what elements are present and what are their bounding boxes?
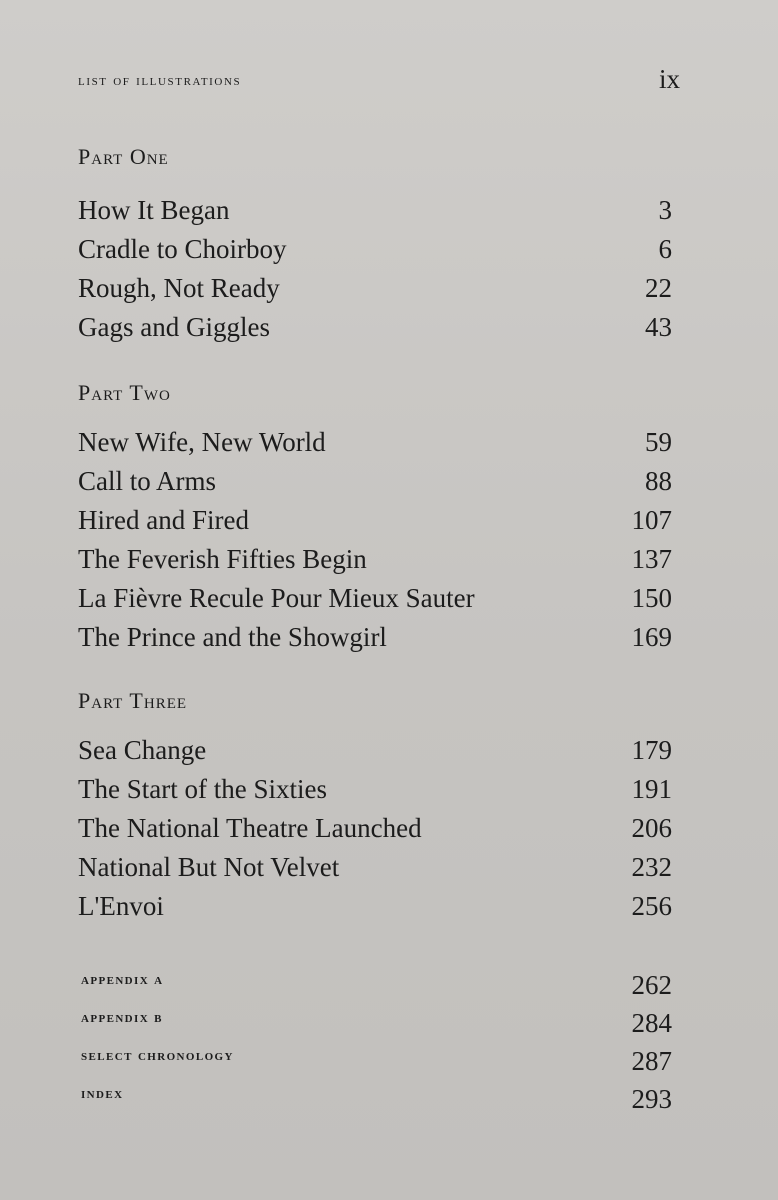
back-matter-page: 293 [631, 1084, 672, 1114]
chapter-page: 150 [631, 583, 672, 613]
toc-row [0, 813, 672, 847]
toc-row [0, 195, 672, 229]
chapter-title: The Feverish Fifties Begin [78, 544, 367, 574]
toc-row [0, 891, 672, 925]
chapter-title: The National Theatre Launched [78, 813, 422, 843]
toc-row [0, 466, 672, 500]
chapter-page: 137 [631, 544, 672, 574]
part-heading: Part Three [78, 688, 188, 713]
part-heading: Part Two [78, 380, 171, 405]
chapter-page: 59 [645, 427, 672, 457]
chapter-title: La Fièvre Recule Pour Mieux Sauter [78, 583, 475, 613]
header-page-number: ix [658, 64, 680, 94]
chapter-page: 206 [631, 813, 672, 843]
back-matter-page: 284 [631, 1008, 672, 1038]
back-matter-label: appendix b [81, 1010, 163, 1026]
chapter-title: How It Began [78, 195, 230, 225]
chapter-page: 107 [631, 505, 672, 535]
toc-row [0, 505, 672, 539]
chapter-page: 256 [631, 891, 672, 921]
part-heading: Part One [78, 144, 169, 169]
chapter-title: Rough, Not Ready [78, 273, 280, 303]
back-matter-row [0, 1008, 672, 1038]
header-title: list of illustrations [78, 72, 242, 89]
toc-row [0, 852, 672, 886]
toc-row [0, 312, 672, 346]
chapter-page: 43 [645, 312, 672, 342]
back-matter-row [0, 970, 672, 1000]
toc-row [0, 774, 672, 808]
chapter-page: 6 [658, 234, 672, 264]
toc-row [0, 735, 672, 769]
back-matter-row [0, 1046, 672, 1076]
chapter-page: 88 [645, 466, 672, 496]
back-matter-label: index [81, 1086, 124, 1102]
toc-row [0, 583, 672, 617]
back-matter-page: 287 [631, 1046, 672, 1076]
chapter-title: L'Envoi [78, 891, 164, 921]
chapter-title: The Prince and the Showgirl [78, 622, 387, 652]
back-matter-row [0, 1084, 672, 1114]
chapter-title: National But Not Velvet [78, 852, 340, 882]
running-header [78, 64, 680, 94]
chapter-title: The Start of the Sixties [78, 774, 327, 804]
chapter-page: 232 [631, 852, 672, 882]
chapter-title: Hired and Fired [78, 505, 249, 535]
back-matter-page: 262 [631, 970, 672, 1000]
chapter-title: Cradle to Choirboy [78, 234, 287, 264]
back-matter-label: appendix a [81, 972, 164, 988]
chapter-page: 191 [631, 774, 672, 804]
chapter-title: Sea Change [78, 735, 207, 765]
toc-row [0, 544, 672, 578]
toc-row [0, 622, 672, 656]
toc-row [0, 427, 672, 461]
chapter-page: 22 [645, 273, 672, 303]
back-matter-label: select chronology [81, 1048, 234, 1064]
chapter-title: Call to Arms [78, 466, 217, 496]
toc-row [0, 273, 672, 307]
chapter-title: New Wife, New World [78, 427, 326, 457]
chapter-page: 179 [631, 735, 672, 765]
chapter-page: 169 [631, 622, 672, 652]
chapter-page: 3 [658, 195, 672, 225]
chapter-title: Gags and Giggles [78, 312, 270, 342]
toc-row [0, 234, 672, 268]
